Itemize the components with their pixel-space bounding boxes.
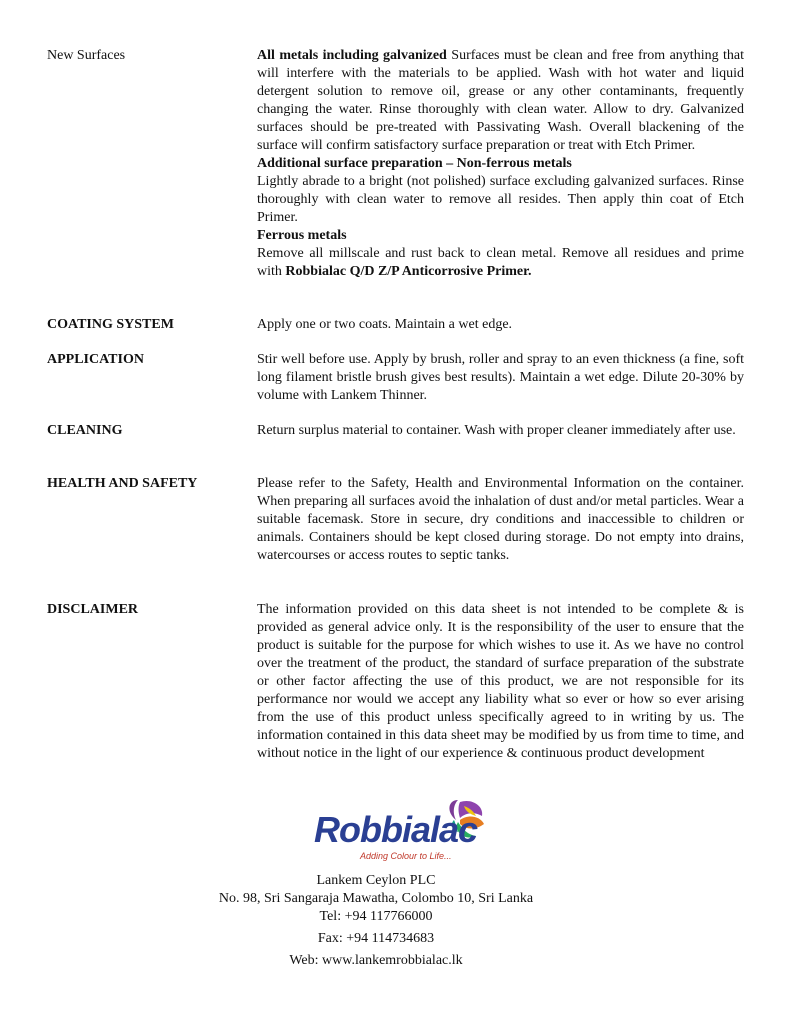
butterfly-logo-icon bbox=[312, 798, 492, 864]
section-body-application: Stir well before use. Apply by brush, roller and spray to an even thickness (a fine, soft long filament bristle brush gives best results). Maintain a wet edge. Dilute 20-30% by volume with Lankem Thinner. bbox=[257, 352, 744, 403]
company-footer bbox=[150, 872, 602, 970]
metals-text: Surfaces must be clean and free from anything that will interfere with the materials to be applied. Wash with hot water and liquid detergent solution to remove oil, grease or any other contaminants, frequently changing the water. Rinse thoroughly with clean water. Allow to dry. Galvanized surfaces should be pre-treated with Passivating Wash. Overall blackening of the surface will confirm satisfactory surface preparation or treat with Etch Primer. bbox=[257, 48, 745, 153]
ferrous-text: Remove all millscale and rust back to clean metal. Remove all residues and prime with bbox=[257, 246, 744, 279]
section-label-disclaimer: DISCLAIMER bbox=[47, 602, 139, 617]
nonferrous-heading: Additional surface preparation – Non-ferrous metals bbox=[257, 156, 572, 171]
section-body-disclaimer: The information provided on this data sheet is not intended to be complete & is provided as general advice only. It is the responsibility of the user to ensure that the product is suitable for the purpose for which wishes to use it. As we have no control over the treatment of the product, the standard of surface preparation of the substrate or other factor affecting the use of this product, we are not responsible for its performance nor would we accept any liability what so ever or how so ever arising from the use of this product unless specifically agreed to in writing by us. The information contained in this data sheet may be modified by us from time to time, and without notice in the light of our experience & continuous product development bbox=[257, 602, 744, 761]
ferrous-product: Robbialac Q/D Z/P Anticorrosive Primer. bbox=[285, 264, 532, 279]
section-body-new-surfaces bbox=[257, 47, 744, 281]
ferrous-heading: Ferrous metals bbox=[257, 228, 347, 243]
section-label-health-safety: HEALTH AND SAFETY bbox=[47, 476, 198, 491]
robbialac-logo bbox=[312, 798, 492, 864]
nonferrous-text: Lightly abrade to a bright (not polished) surface excluding galvanized surfaces. Rinse thoroughly with clean water to remove all resides. Then apply thin coat of Etch Primer. bbox=[257, 174, 744, 225]
logo-wordmark: Robbialac bbox=[314, 809, 478, 850]
footer-tel: Tel: +94 117766000 bbox=[319, 909, 433, 924]
metals-paragraph bbox=[257, 47, 744, 155]
section-label-new-surfaces: New Surfaces bbox=[47, 48, 126, 63]
logo-tagline: Adding Colour to Life... bbox=[360, 851, 452, 861]
footer-address: No. 98, Sri Sangaraja Mawatha, Colombo 10, Sri Lanka bbox=[218, 891, 534, 906]
section-body-health-safety: Please refer to the Safety, Health and Environmental Information on the container. When preparing all surfaces avoid the inhalation of dust and/or metal particles. Wear a suitable facemask. Store in secure, dry conditions and inaccessible to children or animals. Containers should be kept closed during storage. Do not empty into drains, watercourses or access routes to septic tanks. bbox=[257, 476, 744, 563]
footer-fax: Fax: +94 114734683 bbox=[317, 931, 435, 946]
ferrous-paragraph bbox=[257, 245, 744, 281]
section-body-coating-system: Apply one or two coats. Maintain a wet edge. bbox=[257, 317, 513, 332]
footer-company: Lankem Ceylon PLC bbox=[316, 873, 436, 888]
metals-heading: All metals including galvanized bbox=[257, 48, 447, 63]
section-label-application: APPLICATION bbox=[47, 352, 144, 367]
section-label-cleaning: CLEANING bbox=[47, 423, 123, 438]
footer-web[interactable]: Web: www.lankemrobbialac.lk bbox=[289, 953, 463, 968]
section-body-cleaning: Return surplus material to container. Wash with proper cleaner immediately after use. bbox=[257, 423, 736, 438]
section-label-coating-system: COATING SYSTEM bbox=[47, 317, 174, 332]
